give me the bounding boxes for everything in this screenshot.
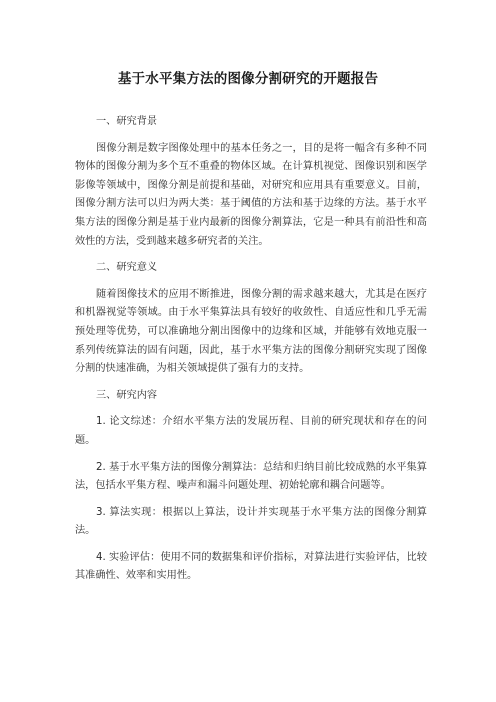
paragraph-background: 图像分割是数字图像处理中的基本任务之一，目的是将一幅含有多种不同物体的图像分割为多个互不重叠的物体区域。在计算机视觉、图像识别和医学影像等领域中，图像分割是前提和基础，对研究和应用具有重要意义。目前，图像分割方法可以归为两大类：基于阈值的方法和基于边缘的方法。基于水平集方法的图像分割是基于业内最新的图像分割算法，它是一种具有前沿性和高效性的方法，受到越来越多研究者的关注。 <box>75 142 427 247</box>
document-title: 基于水平集方法的图像分割研究的开题报告 <box>117 71 379 87</box>
list-item-literature-review: 1. 论文综述：介绍水平集方法的发展历程、目前的研究现状和存在的问题。 <box>75 416 427 446</box>
list-item-evaluation: 4. 实验评估：使用不同的数据集和评价指标，对算法进行实验评估，比较其准确性、效率和实用性。 <box>75 551 427 582</box>
list-item-segmentation-algorithm: 2. 基于水平集方法的图像分割算法：总结和归纳目前比较成熟的水平集算法，包括水平集方程、噪声和漏斗问题处理、初始轮廓和耦合问题等。 <box>75 461 427 492</box>
paragraph-significance: 随着图像技术的应用不断推进，图像分割的需求越来越大，尤其是在医疗和机器视觉等领域。由于水平集算法具有较好的收敛性、自适应性和几乎无需预处理等优势，可以准确地分割出图像中的边缘和区域，并能够有效地克服一系列传统算法的固有问题，因此，基于水平集方法的图像分割研究实现了图像分割的快速准确，为相关领域提供了强有力的支持。 <box>75 288 427 375</box>
document-body <box>75 113 427 594</box>
section-heading-content: 三、研究内容 <box>96 389 158 401</box>
section-heading-background: 一、研究背景 <box>96 116 158 127</box>
section-heading-significance: 二、研究意义 <box>96 262 158 274</box>
list-item-implementation: 3. 算法实现：根据以上算法，设计并实现基于水平集方法的图像分割算法。 <box>75 506 427 537</box>
